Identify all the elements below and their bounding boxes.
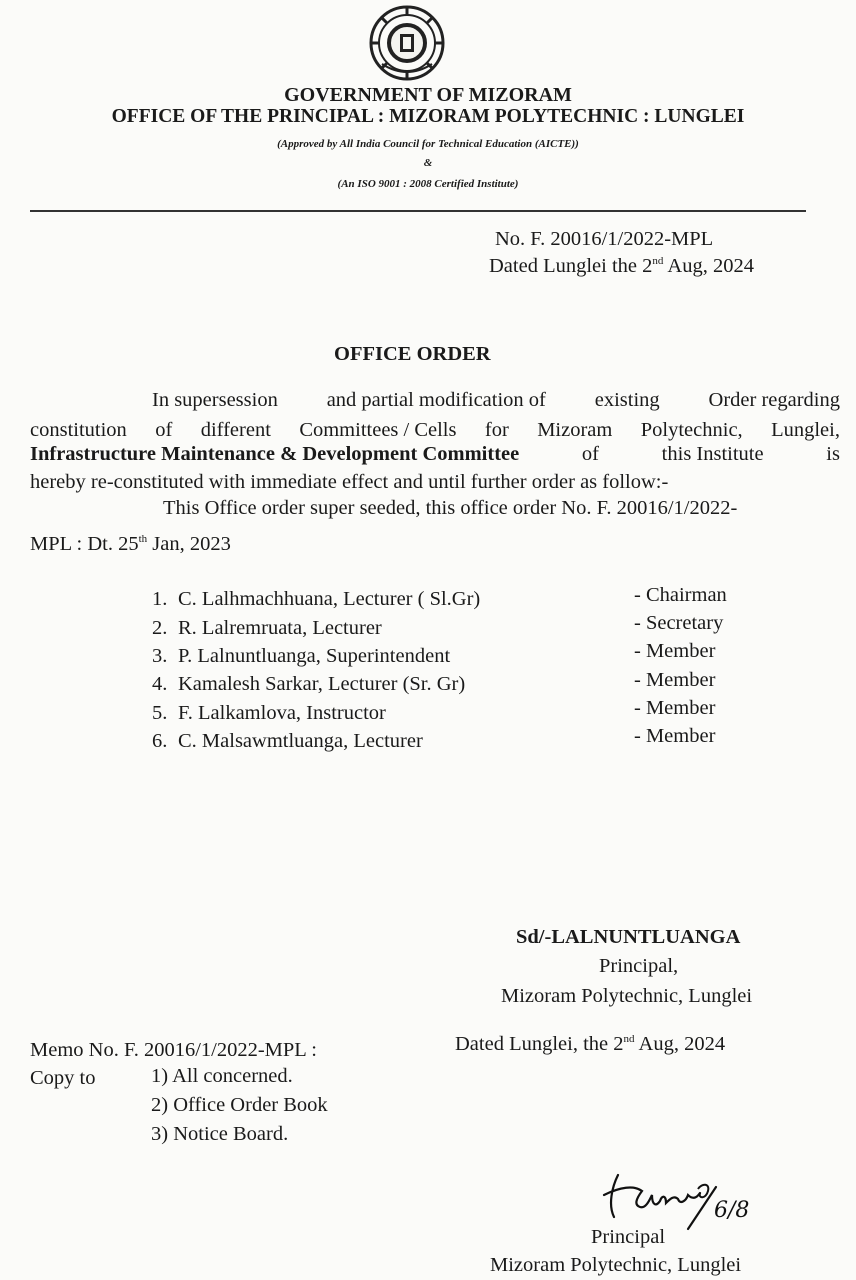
member-role: - Member <box>634 640 716 662</box>
member-row: 4. Kamalesh Sarkar, Lecturer (Sr. Gr) <box>152 673 466 695</box>
ampersand-text: & <box>423 157 433 169</box>
office-heading: OFFICE OF THE PRINCIPAL : MIZORAM POLYTECHNIC : LUNGLEI <box>111 106 745 127</box>
member-row: 1. C. Lalhmachhuana, Lecturer ( Sl.Gr) <box>152 588 481 610</box>
order-number: No. F. 20016/1/2022-MPL <box>495 228 714 250</box>
copy-to-label: Copy to <box>30 1067 96 1089</box>
header-divider <box>30 210 806 212</box>
order-date: Dated Lunglei the 2nd Aug, 2024 <box>489 255 754 277</box>
handwritten-signature <box>590 1165 760 1235</box>
signatory-name: Sd/-LALNUNTLUANGA <box>516 926 741 948</box>
committee-name: Infrastructure Maintenance & Development Committee <box>30 443 520 465</box>
member-role: - Chairman <box>634 584 727 606</box>
order-title: OFFICE ORDER <box>334 343 491 365</box>
member-role: - Member <box>634 697 716 719</box>
memo-number: Memo No. F. 20016/1/2022-MPL : <box>30 1039 317 1061</box>
paragraph-line-4: hereby re-constituted with immediate effect and until further order as follow:- <box>30 471 669 493</box>
member-row: 3. P. Lalnuntluanga, Superintendent <box>152 645 451 667</box>
member-role: - Member <box>634 725 716 747</box>
footer-institute: Mizoram Polytechnic, Lunglei <box>490 1254 742 1276</box>
svg-text:6/8: 6/8 <box>714 1198 750 1223</box>
copy-recipient: 3) Notice Board. <box>151 1123 289 1145</box>
institute-emblem-icon <box>368 4 446 82</box>
copy-recipient: 2) Office Order Book <box>151 1094 328 1116</box>
member-row: 6. C. Malsawmtluanga, Lecturer <box>152 730 423 752</box>
aicte-approval-note: (Approved by All India Council for Technical Education (AICTE)) <box>277 138 579 150</box>
member-role: - Secretary <box>634 612 724 634</box>
paragraph-line-3: Infrastructure Maintenance & Development Committee of this Institute is <box>30 443 840 465</box>
memo-date: Dated Lunglei, the 2nd Aug, 2024 <box>455 1033 726 1055</box>
signatory-designation: Principal, <box>599 955 679 977</box>
copy-recipient: 1) All concerned. <box>151 1065 293 1087</box>
member-row: 2. R. Lalremruata, Lecturer <box>152 617 382 639</box>
supersede-line-1: This Office order super seeded, this office order No. F. 20016/1/2022- <box>163 497 738 519</box>
member-row: 5. F. Lalkamlova, Instructor <box>152 702 386 724</box>
paragraph-line-1: In supersession and partial modification of existing Order regarding <box>152 389 840 411</box>
government-heading: GOVERNMENT OF MIZORAM <box>284 84 572 106</box>
footer-designation: Principal <box>591 1226 666 1248</box>
paragraph-line-2: constitution of different Committees / Cells for Mizoram Polytechnic, Lunglei, <box>30 419 840 441</box>
supersede-line-2: MPL : Dt. 25th Jan, 2023 <box>30 533 231 555</box>
iso-certification-note: (An ISO 9001 : 2008 Certified Institute) <box>337 178 519 190</box>
member-role: - Member <box>634 669 716 691</box>
signatory-institute: Mizoram Polytechnic, Lunglei <box>501 985 753 1007</box>
